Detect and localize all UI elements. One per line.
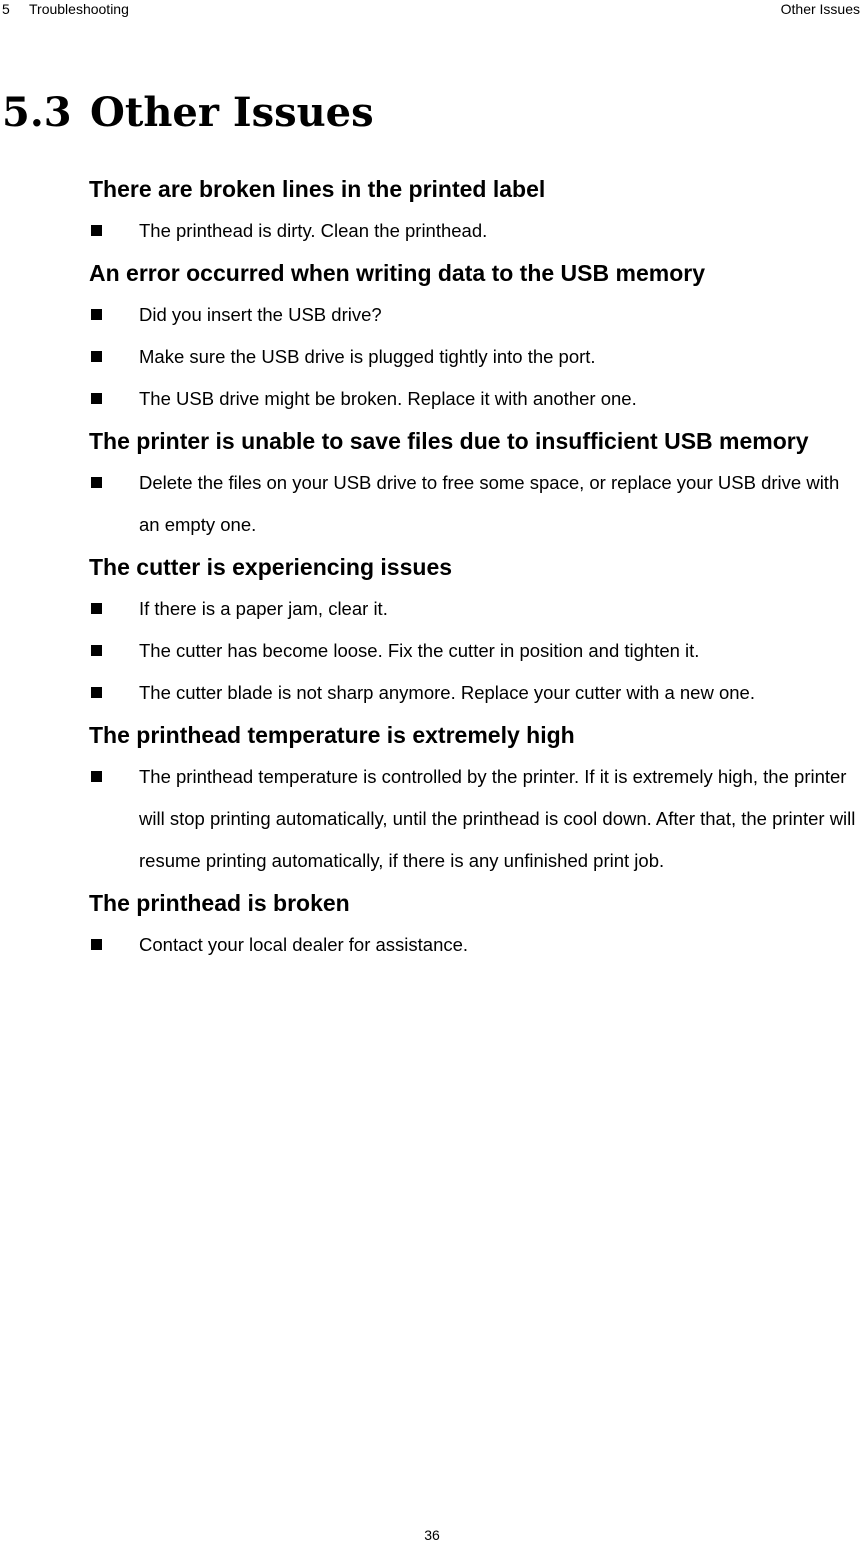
- list-item-text: The printhead temperature is controlled by the printer. If it is extremely high, the printer will stop printing automatically, until the printhead is cool down. After that, the printer will resume printing automatically, if there is any unfinished print job.: [139, 766, 856, 871]
- issue-heading: An error occurred when writing data to the USB memory: [89, 260, 705, 286]
- issue-block: [89, 546, 859, 714]
- list-item: [89, 924, 859, 966]
- square-bullet-icon: [91, 645, 102, 656]
- issue-block: [89, 168, 859, 252]
- list-item: [89, 378, 859, 420]
- list-item-text: Make sure the USB drive is plugged tightly into the port.: [139, 346, 596, 367]
- square-bullet-icon: [91, 603, 102, 614]
- list-item-text: The cutter blade is not sharp anymore. Replace your cutter with a new one.: [139, 682, 755, 703]
- issue-block: [89, 714, 859, 882]
- bullet-list: [89, 294, 859, 420]
- issue-block: [89, 882, 859, 966]
- list-item: [89, 630, 859, 672]
- page-number: 36: [424, 1527, 440, 1543]
- bullet-list: [89, 756, 859, 882]
- issue-heading: The cutter is experiencing issues: [89, 554, 453, 580]
- list-item: [89, 672, 859, 714]
- square-bullet-icon: [91, 309, 102, 320]
- issue-block: [89, 252, 859, 420]
- square-bullet-icon: [91, 225, 102, 236]
- header-chapter-title: Troubleshooting: [29, 1, 129, 17]
- bullet-list: [89, 588, 859, 714]
- issue-heading: The printer is unable to save files due to insufficient USB memory: [89, 428, 809, 454]
- running-header: [0, 0, 864, 22]
- square-bullet-icon: [91, 351, 102, 362]
- bullet-list: [89, 462, 859, 546]
- list-item-text: Delete the files on your USB drive to free some space, or replace your USB drive with an empty one.: [139, 472, 840, 535]
- square-bullet-icon: [91, 939, 102, 950]
- list-item: [89, 336, 859, 378]
- square-bullet-icon: [91, 687, 102, 698]
- bullet-list: [89, 210, 859, 252]
- list-item-text: The cutter has become loose. Fix the cutter in position and tighten it.: [139, 640, 700, 661]
- issue-heading: There are broken lines in the printed label: [89, 176, 546, 202]
- list-item-text: If there is a paper jam, clear it.: [139, 598, 388, 619]
- issue-heading: The printhead temperature is extremely high: [89, 722, 575, 748]
- square-bullet-icon: [91, 393, 102, 404]
- issue-block: [89, 420, 859, 546]
- list-item-text: Contact your local dealer for assistance.: [139, 934, 469, 955]
- header-chapter: [2, 0, 129, 18]
- list-item: [89, 588, 859, 630]
- square-bullet-icon: [91, 771, 102, 782]
- list-item-text: The printhead is dirty. Clean the printhead.: [139, 220, 488, 241]
- bullet-list: [89, 924, 859, 966]
- list-item-text: Did you insert the USB drive?: [139, 304, 382, 325]
- section-title: Other Issues: [90, 89, 374, 136]
- list-item: [89, 210, 859, 252]
- square-bullet-icon: [91, 477, 102, 488]
- list-item: [89, 294, 859, 336]
- issues-list: [89, 168, 859, 966]
- list-item: [89, 756, 859, 882]
- list-item: [89, 462, 859, 546]
- list-item-text: The USB drive might be broken. Replace it with another one.: [139, 388, 637, 409]
- header-section-name: Other Issues: [780, 1, 860, 17]
- section-heading: [2, 88, 374, 138]
- section-number: 5.3: [2, 89, 72, 136]
- header-chapter-number: 5: [2, 1, 10, 17]
- issue-heading: The printhead is broken: [89, 890, 350, 916]
